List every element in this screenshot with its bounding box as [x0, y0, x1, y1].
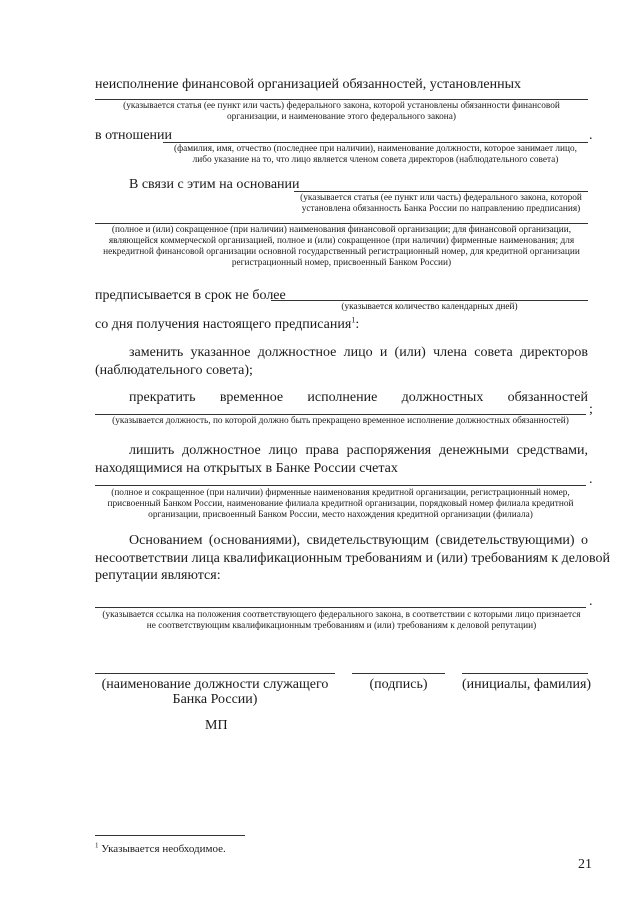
fill-line: [95, 223, 588, 224]
caption: (указывается ссылка на положения соответствующего федерального закона, в соответствии с которыми лицо признается: [102, 610, 581, 620]
fill-line: [95, 414, 586, 415]
caption: либо указание на то, что лицо является членом совета директоров (наблюдательного совета): [192, 155, 559, 165]
caption: (полное и сокращенное (при наличии) фирменные наименования кредитной организации, регистрационный номер,: [111, 488, 570, 498]
caption: (полное и (или) сокращенное (при наличии) наименования финансовой организации; для финансовой организации,: [111, 225, 572, 235]
caption: не соответствующим квалификационным требованиям и (или) требованиям к деловой репутации): [146, 621, 537, 631]
text-line: со дня получения настоящего предписания$^1$:: [95, 315, 360, 332]
footnote-ref: 1: [351, 315, 356, 325]
fill-line: [163, 142, 588, 143]
caption: регистрационный номер, присвоенный Банком России): [231, 258, 452, 268]
text-line: неисполнение финансовой организацией обязанностей, установленных: [95, 77, 522, 92]
punctuation: .: [589, 472, 593, 487]
text-line: репутации являются:: [95, 568, 221, 583]
caption: (указывается статья (ее пункт или часть) федерального закона, которой установлены обязанности финансовой: [123, 101, 560, 111]
footnote-mark: 1: [95, 841, 99, 850]
signature-caption: (подпись): [369, 677, 428, 692]
position-caption: (наименование должности служащего: [101, 677, 329, 692]
justified-line: прекратить временное исполнение должностных обязанностей: [129, 390, 588, 405]
stamp-place: МП: [205, 718, 228, 733]
caption: (указывается статья (ее пункт или часть) федерального закона, которой: [300, 193, 582, 203]
signature-line: [352, 673, 445, 674]
text-line: (наблюдательного совета);: [95, 363, 253, 378]
fill-line: [294, 191, 588, 192]
justified-line: Основанием (основаниями), свидетельствующим (свидетельствующими) о: [129, 533, 588, 548]
text-line: предписывается в срок не более: [95, 288, 286, 303]
position-line: [95, 673, 335, 674]
punctuation: .: [589, 594, 593, 609]
caption: организации, и наименование этого федерального закона): [227, 112, 456, 122]
page-number: 21: [578, 857, 592, 872]
fill-line: [95, 485, 586, 486]
justified-line: заменить указанное должностное лицо и (или) члена совета директоров: [129, 345, 588, 360]
footnote-separator: [95, 835, 245, 836]
text-line: В связи с этим на основании: [129, 177, 300, 192]
caption: организации, присвоенный Банком России, место нахождения кредитной организации (филиала): [148, 510, 533, 520]
fill-line: [95, 607, 586, 608]
caption: некредитной финансовой организации основной государственный регистрационный номер, для кредитной организации: [103, 247, 580, 257]
label: в отношении: [95, 128, 173, 143]
fill-line: [271, 300, 588, 301]
justified-line: лишить должностное лицо права распоряжения денежными средствами,: [129, 443, 588, 458]
caption: являющейся коммерческой организацией, полное и (или) сокращенное (при наличии) фирменные наименования; для: [108, 236, 575, 246]
position-caption: Банка России): [172, 692, 258, 707]
name-caption: (инициалы, фамилия): [462, 677, 592, 692]
text-line: находящимися на открытых в Банке России счетах: [95, 461, 398, 476]
caption: (указывается должность, по которой должно быть прекращено временное исполнение должностных обязанностей): [112, 416, 569, 426]
name-line: [462, 673, 588, 674]
punctuation: .: [589, 128, 593, 143]
punctuation: ;: [589, 402, 593, 417]
caption: (указывается количество календарных дней): [341, 302, 518, 312]
caption: присвоенный Банком России, наименование филиала кредитной организации, порядковый номер филиала кредитной: [107, 499, 574, 509]
text-line: несоответствии лица квалификационным требованиям и (или) требованиям к деловой: [95, 551, 611, 566]
caption: (фамилия, имя, отчество (последнее при наличии), наименование должности, которое занимает лицо,: [174, 144, 577, 154]
fill-line: [95, 99, 588, 100]
footnote: $^1$ Указывается необходимое.: [95, 841, 226, 855]
caption: установлена обязанность Банка России по направлению предписания): [301, 204, 581, 214]
